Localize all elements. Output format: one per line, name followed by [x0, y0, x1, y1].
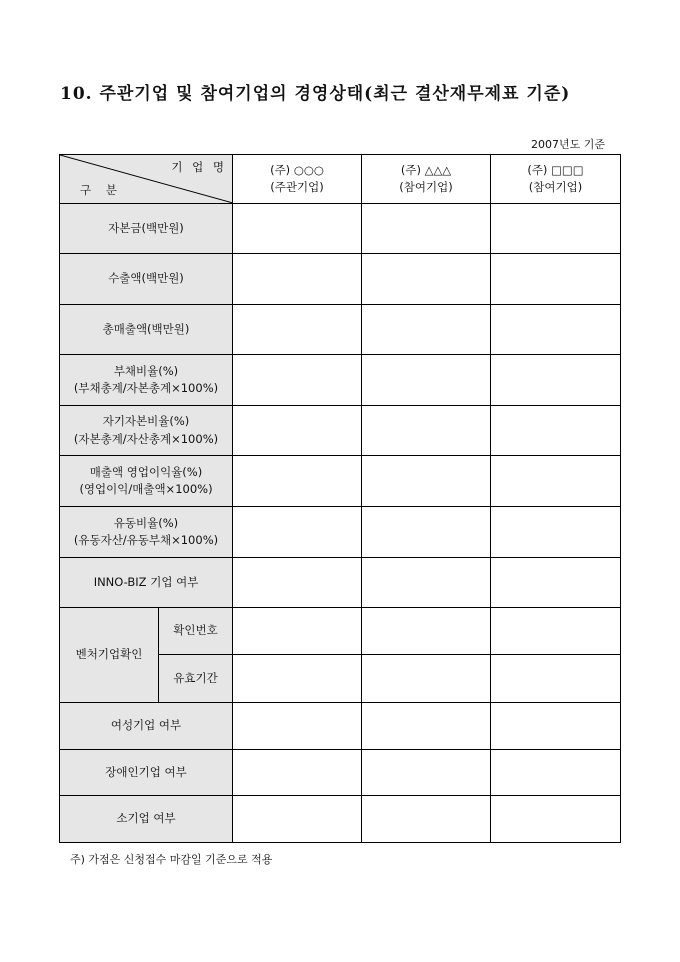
input-cell[interactable]	[233, 254, 362, 305]
row-label-female: 여성기업 여부	[60, 703, 233, 750]
page-title: 10. 주관기업 및 참여기업의 경영상태(최근 결산재무제표 기준)	[60, 84, 571, 104]
table-row	[60, 305, 621, 355]
corner-company-label: 기 업 명	[171, 160, 224, 174]
input-cell[interactable]	[362, 305, 491, 355]
row-label-venture-period: 유효기간	[159, 655, 233, 703]
row-label-small: 소기업 여부	[60, 796, 233, 843]
input-cell[interactable]	[362, 703, 491, 750]
input-cell[interactable]	[491, 608, 621, 655]
row-label-equity-ratio: 자기자본비율(%) (자본총계/자산총계×100%)	[60, 406, 233, 456]
input-cell[interactable]	[233, 507, 362, 558]
basis-year: 2007년도 기준	[531, 138, 605, 151]
input-cell[interactable]	[233, 655, 362, 703]
input-cell[interactable]	[491, 406, 621, 456]
table-row	[60, 456, 621, 507]
input-cell[interactable]	[491, 558, 621, 608]
input-cell[interactable]	[362, 608, 491, 655]
input-cell[interactable]	[233, 703, 362, 750]
table-row	[60, 406, 621, 456]
input-cell[interactable]	[491, 355, 621, 406]
column-header: (주) □□□ (참여기업)	[491, 155, 621, 204]
input-cell[interactable]	[491, 703, 621, 750]
input-cell[interactable]	[491, 655, 621, 703]
input-cell[interactable]	[491, 750, 621, 796]
column-header: (주) ○○○ (주관기업)	[233, 155, 362, 204]
row-label-debt-ratio: 부채비율(%) (부채총계/자본총계×100%)	[60, 355, 233, 406]
table-row	[60, 204, 621, 254]
corner-category-label: 구 분	[80, 182, 117, 197]
input-cell[interactable]	[491, 456, 621, 507]
header-row	[60, 155, 621, 204]
input-cell[interactable]	[233, 305, 362, 355]
row-label-venture: 벤처기업확인	[60, 608, 159, 703]
input-cell[interactable]	[233, 558, 362, 608]
input-cell[interactable]	[362, 507, 491, 558]
row-label-venture-number: 확인번호	[159, 608, 233, 655]
input-cell[interactable]	[491, 254, 621, 305]
input-cell[interactable]	[362, 796, 491, 843]
input-cell[interactable]	[362, 355, 491, 406]
table-row	[60, 254, 621, 305]
input-cell[interactable]	[491, 305, 621, 355]
header-corner	[60, 155, 233, 204]
row-label-operating-margin: 매출액 영업이익율(%) (영업이익/매출액×100%)	[60, 456, 233, 507]
row-label-innobiz: INNO-BIZ 기업 여부	[60, 558, 233, 608]
input-cell[interactable]	[362, 558, 491, 608]
input-cell[interactable]	[491, 796, 621, 843]
input-cell[interactable]	[233, 406, 362, 456]
row-label-current-ratio: 유동비율(%) (유동자산/유동부채×100%)	[60, 507, 233, 558]
business-status-table	[59, 154, 621, 843]
input-cell[interactable]	[362, 456, 491, 507]
input-cell[interactable]	[233, 750, 362, 796]
table-row	[60, 608, 621, 655]
row-label-disabled: 장애인기업 여부	[60, 750, 233, 796]
table-row	[60, 750, 621, 796]
row-label-capital: 자본금(백만원)	[60, 204, 233, 254]
table-row	[60, 703, 621, 750]
table-row	[60, 796, 621, 843]
footnote: 주) 가점은 신청접수 마감일 기준으로 적용	[70, 853, 273, 866]
input-cell[interactable]	[491, 507, 621, 558]
input-cell[interactable]	[233, 204, 362, 254]
input-cell[interactable]	[233, 608, 362, 655]
input-cell[interactable]	[233, 456, 362, 507]
input-cell[interactable]	[362, 655, 491, 703]
input-cell[interactable]	[362, 750, 491, 796]
input-cell[interactable]	[233, 796, 362, 843]
row-label-export: 수출액(백만원)	[60, 254, 233, 305]
input-cell[interactable]	[362, 204, 491, 254]
table-row	[60, 507, 621, 558]
row-label-sales: 총매출액(백만원)	[60, 305, 233, 355]
input-cell[interactable]	[233, 355, 362, 406]
input-cell[interactable]	[362, 254, 491, 305]
table-row	[60, 355, 621, 406]
input-cell[interactable]	[491, 204, 621, 254]
input-cell[interactable]	[362, 406, 491, 456]
column-header: (주) △△△ (참여기업)	[362, 155, 491, 204]
table-row	[60, 558, 621, 608]
